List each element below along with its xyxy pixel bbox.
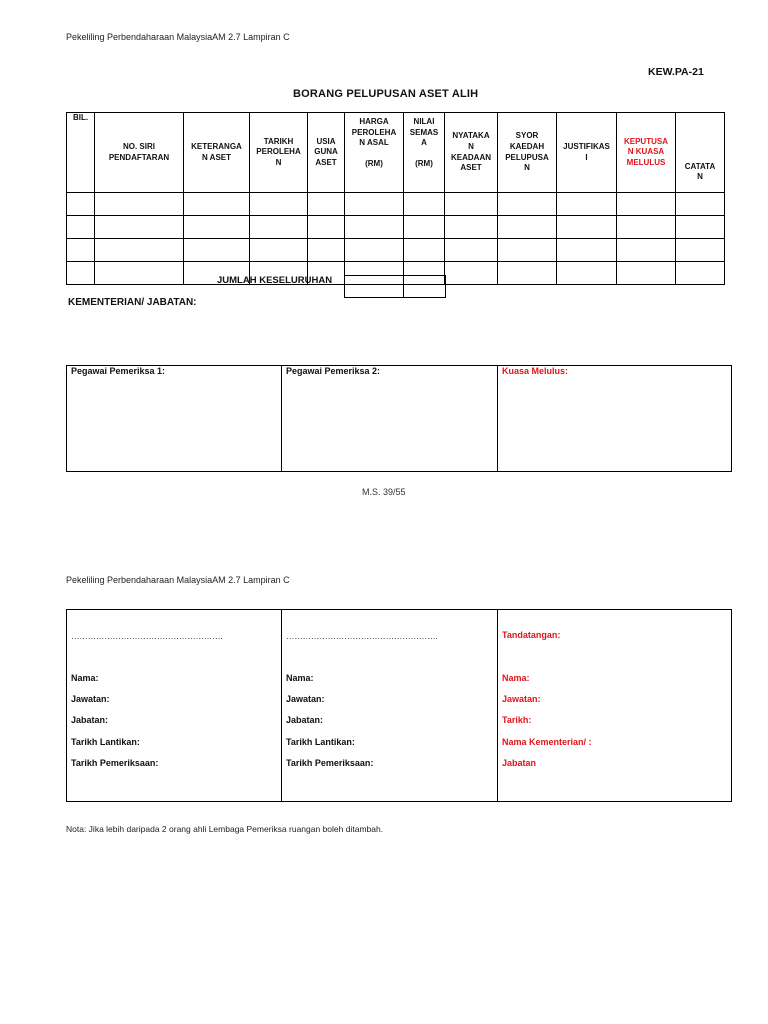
- table-row: [67, 216, 725, 239]
- form-code: KEW.PA-21: [648, 66, 704, 78]
- col-keputusan: KEPUTUSA N KUASA MELULUS: [617, 113, 676, 193]
- table-cell[interactable]: [617, 216, 676, 239]
- footnote: Nota: Jika lebih daripada 2 orang ahli Lembaga Pemeriksa ruangan boleh ditambah.: [66, 824, 384, 834]
- asset-table: [66, 112, 725, 285]
- signature-line: ……………………………………………….: [286, 631, 438, 641]
- table-cell[interactable]: [95, 262, 184, 285]
- signoff-label-2: Pegawai Pemeriksa 2:: [286, 366, 381, 376]
- table-cell[interactable]: [95, 193, 184, 216]
- form-title: BORANG PELUPUSAN ASET ALIH: [293, 88, 479, 100]
- total-cells: [344, 275, 446, 298]
- table-cell[interactable]: [67, 262, 95, 285]
- col-syor-kaedah: SYOR KAEDAH PELUPUSA N: [498, 113, 557, 193]
- field-jabatan: Jabatan:: [286, 715, 324, 725]
- field-tandatangan: Tandatangan:: [502, 630, 561, 640]
- field-tarikh-lantikan: Tarikh Lantikan:: [286, 737, 355, 747]
- table-cell[interactable]: [557, 193, 617, 216]
- signoff-box: [66, 365, 732, 472]
- table-cell[interactable]: [67, 216, 95, 239]
- table-cell[interactable]: [404, 239, 445, 262]
- table-cell[interactable]: [676, 262, 725, 285]
- table-cell[interactable]: [445, 262, 498, 285]
- table-cell[interactable]: [184, 216, 250, 239]
- page-number: M.S. 39/55: [362, 487, 406, 497]
- col-usia-guna: USIA GUNA ASET: [308, 113, 345, 193]
- table-cell[interactable]: [184, 193, 250, 216]
- table-cell[interactable]: [445, 216, 498, 239]
- signature-cell-3[interactable]: [498, 610, 732, 802]
- table-row: [67, 193, 725, 216]
- table-cell[interactable]: [404, 193, 445, 216]
- table-cell[interactable]: [676, 239, 725, 262]
- table-cell[interactable]: [308, 216, 345, 239]
- table-cell[interactable]: [498, 216, 557, 239]
- signature-cell-2[interactable]: [282, 610, 498, 802]
- signoff-label-1: Pegawai Pemeriksa 1:: [71, 366, 166, 376]
- table-cell[interactable]: [250, 193, 308, 216]
- signoff-cell-pemeriksa-1[interactable]: [67, 366, 282, 472]
- signature-line: ……………………………………………….: [71, 631, 223, 641]
- table-cell[interactable]: [445, 239, 498, 262]
- col-nyatakan-keadaan: NYATAKA N KEADAAN ASET: [445, 113, 498, 193]
- table-cell[interactable]: [95, 239, 184, 262]
- table-cell[interactable]: [345, 193, 404, 216]
- signoff-cell-pemeriksa-2[interactable]: [282, 366, 498, 472]
- field-nama: Nama:: [286, 673, 314, 683]
- field-jawatan: Jawatan:: [286, 694, 325, 704]
- table-cell[interactable]: [498, 239, 557, 262]
- table-cell[interactable]: [404, 216, 445, 239]
- table-row: [67, 239, 725, 262]
- page-header: Pekeliling Perbendaharaan MalaysiaAM 2.7 Lampiran C: [66, 32, 290, 42]
- table-cell[interactable]: [445, 193, 498, 216]
- field-nama: Nama:: [71, 673, 99, 683]
- table-header-row: [67, 113, 725, 193]
- field-jabatan: Jabatan:: [71, 715, 109, 725]
- col-no-siri: NO. SIRI PENDAFTARAN: [95, 113, 184, 193]
- total-label: JUMLAH KESELURUHAN: [217, 275, 333, 286]
- signoff-label-3: Kuasa Melulus:: [502, 366, 569, 376]
- field-tarikh-lantikan: Tarikh Lantikan:: [71, 737, 140, 747]
- signoff-cell-kuasa-melulus[interactable]: [498, 366, 732, 472]
- col-justifikasi: JUSTIFIKAS I: [557, 113, 617, 193]
- table-cell[interactable]: [557, 262, 617, 285]
- table-cell[interactable]: [617, 262, 676, 285]
- col-bil: BIL.: [67, 113, 95, 193]
- field-jawatan: Jawatan:: [502, 694, 541, 704]
- col-tarikh-perolehan: TARIKH PEROLEHA N: [250, 113, 308, 193]
- total-harga-cell[interactable]: [345, 276, 404, 298]
- total-nilai-cell[interactable]: [404, 276, 446, 298]
- table-cell[interactable]: [498, 262, 557, 285]
- field-jabatan: Jabatan: [502, 758, 537, 768]
- signature-box: [66, 609, 732, 802]
- table-cell[interactable]: [557, 216, 617, 239]
- table-cell[interactable]: [184, 239, 250, 262]
- table-cell[interactable]: [617, 239, 676, 262]
- table-cell[interactable]: [67, 239, 95, 262]
- signature-cell-1[interactable]: [67, 610, 282, 802]
- field-tarikh-pemeriksaan: Tarikh Pemeriksaan:: [286, 758, 374, 768]
- table-cell[interactable]: [617, 193, 676, 216]
- table-cell[interactable]: [95, 216, 184, 239]
- table-cell[interactable]: [676, 216, 725, 239]
- table-cell[interactable]: [250, 216, 308, 239]
- field-jawatan: Jawatan:: [71, 694, 110, 704]
- field-nama: Nama:: [502, 673, 530, 683]
- col-catatan: CATATA N: [676, 113, 725, 193]
- table-cell[interactable]: [250, 239, 308, 262]
- table-cell[interactable]: [67, 193, 95, 216]
- table-cell[interactable]: [345, 216, 404, 239]
- table-cell[interactable]: [308, 239, 345, 262]
- table-cell[interactable]: [308, 193, 345, 216]
- field-tarikh: Tarikh:: [502, 715, 532, 725]
- table-cell[interactable]: [557, 239, 617, 262]
- field-nama-kementerian: Nama Kementerian/ :: [502, 737, 592, 747]
- col-nilai-semasa: NILAI SEMAS A (RM): [404, 113, 445, 193]
- table-cell[interactable]: [345, 239, 404, 262]
- col-harga-perolehan: HARGA PEROLEHA N ASAL (RM): [345, 113, 404, 193]
- field-tarikh-pemeriksaan: Tarikh Pemeriksaan:: [71, 758, 159, 768]
- table-cell[interactable]: [498, 193, 557, 216]
- table-cell[interactable]: [676, 193, 725, 216]
- col-keterangan: KETERANGA N ASET: [184, 113, 250, 193]
- page-header: Pekeliling Perbendaharaan MalaysiaAM 2.7 Lampiran C: [66, 575, 290, 585]
- ministry-label: KEMENTERIAN/ JABATAN:: [68, 297, 197, 308]
